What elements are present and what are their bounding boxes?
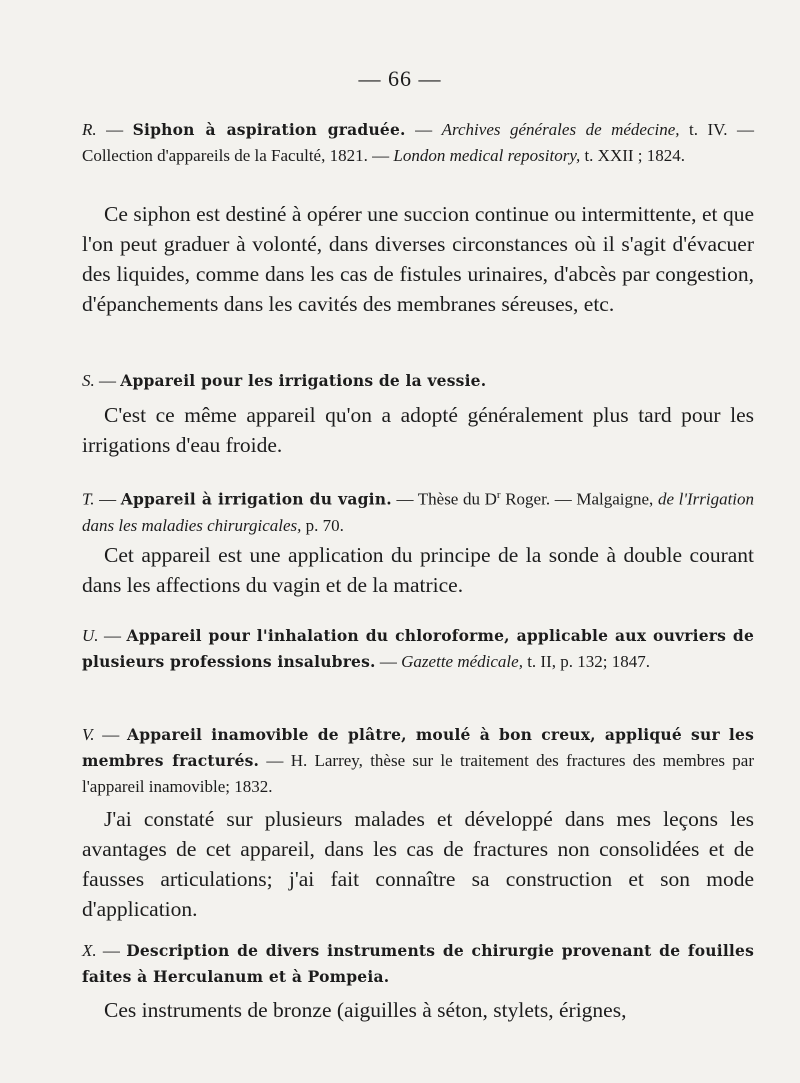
entry-u: U. — Appareil pour l'inhalation du chloroforme, applicable aux ouvriers de plusieurs professions insalubres. — Gazette médicale, t. II, p. 132; 1847. xyxy=(82,626,755,671)
entry-reference: t. IV. — Collection d'appareils de la Faculté, 1821. — xyxy=(82,120,755,165)
entry-letter: U. xyxy=(82,626,99,645)
page-number: — 66 — xyxy=(358,66,442,91)
entry-title: Description de divers instruments de chirurgie provenant de fouilles faites à Herculanum et à Pompeia. xyxy=(82,941,755,986)
entry-v: V. — Appareil inamovible de plâtre, moulé à bon creux, appliqué sur les membres fracturés. — H. Larrey, thèse sur le traitement des fractures des membres par l'appareil inamovible; 1832. xyxy=(82,725,754,796)
entry-reference: de l'Irrigation dans les maladies chirurgicales, xyxy=(82,489,755,535)
paragraph-text: Ces instruments de bronze (aiguilles à séton, stylets, érignes, xyxy=(104,998,627,1022)
entry-letter: X. xyxy=(82,941,97,960)
entry-title: Appareil inamovible de plâtre, moulé à bon creux, appliqué sur les membres fracturés. xyxy=(82,725,754,770)
entry-letter: S. xyxy=(82,371,95,390)
entry-reference: t. XXII ; 1824. xyxy=(584,146,686,165)
entry-title: Appareil à irrigation du vagin. xyxy=(120,489,392,509)
entry-reference: p. 70. xyxy=(305,515,344,535)
entry-letter: T. xyxy=(82,489,95,509)
entry-title: Appareil pour l'inhalation du chloroforme, applicable aux ouvriers de plusieurs professions insalubres. xyxy=(82,626,755,671)
paragraph-text: Cet appareil est une application du principe de la sonde à double courant dans les affections du vagin et de la matrice. xyxy=(82,543,754,597)
entry-letter: V. xyxy=(82,725,95,744)
entry-reference: Archives générales de médecine, xyxy=(441,120,680,139)
entry-reference: London medical repository, xyxy=(393,146,581,165)
paragraph xyxy=(82,995,754,1025)
paragraph xyxy=(82,400,754,460)
entry-x: X. — Description de divers instruments de chirurgie provenant de fouilles faites à Herculanum et à Pompeia. xyxy=(82,941,755,986)
paragraph xyxy=(82,540,754,600)
superscript: r xyxy=(496,489,501,501)
paragraph xyxy=(82,199,754,319)
entry-title: Appareil pour les irrigations de la vessie. xyxy=(120,371,487,390)
paragraph xyxy=(82,804,754,924)
paragraph-text: J'ai constaté sur plusieurs malades et développé dans mes leçons les avantages de cet appareil, dans les cas de fractures non consolidées et de fausses articulations; j'ai fait connaître sa construction et son mode d'application. xyxy=(82,807,754,921)
entry-title: Siphon à aspiration graduée. xyxy=(132,120,406,139)
entry-s: S. — Appareil pour les irrigations de la vessie. xyxy=(82,371,487,390)
paragraph-text: C'est ce même appareil qu'on a adopté généralement plus tard pour les irrigations d'eau froide. xyxy=(82,403,754,457)
entry-reference: t. II, p. 132; 1847. xyxy=(527,652,650,671)
entry-r: R. — Siphon à aspiration graduée. — Archives générales de médecine, t. IV. — Collection d'appareils de la Faculté, 1821. — London medical repository, t. XXII ; 1824. xyxy=(82,120,755,165)
entry-t: T. — Appareil à irrigation du vagin. — Thèse du $D^r$ Roger. — Malgaigne, de l'Irrigation dans les maladies chirurgicales, p. 70. xyxy=(82,489,755,535)
entry-reference: Gazette médicale, xyxy=(401,652,523,671)
entry-reference: Roger. — Malgaigne, xyxy=(505,489,654,509)
paragraph-text: Ce siphon est destiné à opérer une succion continue ou intermittente, et que l'on peut graduer à volonté, dans diverses circonstances où il s'agit d'évacuer des liquides, comme dans les cas de fistules urinaires, d'abcès par congestion, d'épanchements dans les cavités des membranes séreuses, etc. xyxy=(82,202,754,316)
entry-reference: H. Larrey, thèse sur le traitement des fractures des membres par l'appareil inamovible; 1832. xyxy=(82,751,754,796)
entry-letter: R. xyxy=(82,120,97,139)
entry-reference: Thèse du D xyxy=(417,489,497,509)
